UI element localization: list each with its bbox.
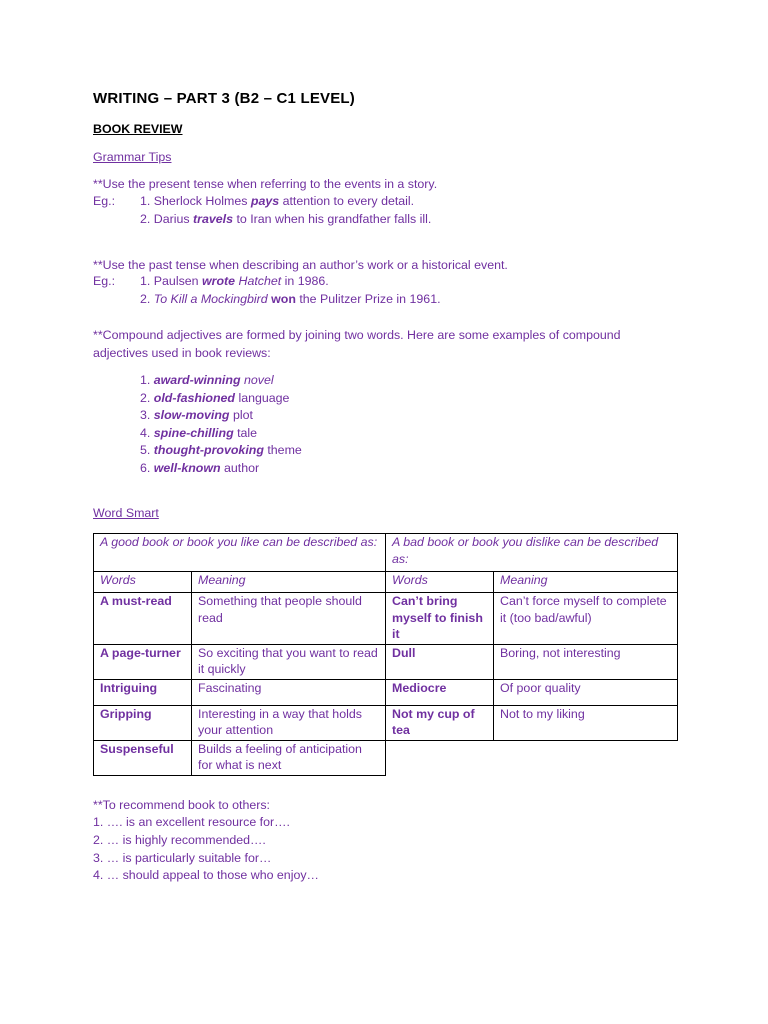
compound-adjective: award-winning: [153, 373, 241, 387]
eg-label: Eg.:: [93, 194, 116, 208]
list-number: 4.: [140, 426, 154, 440]
compound-adjective: slow-moving: [153, 408, 230, 422]
example-text: to Iran when his grandfather falls ill.: [233, 212, 432, 226]
noun: theme: [263, 443, 302, 457]
bad-word-cell: Dull: [386, 644, 494, 679]
compound-list-item: [140, 390, 289, 408]
compound-list-item: [140, 442, 302, 460]
bad-word-cell: Not my cup of tea: [386, 705, 494, 740]
compound-adjective: thought-provoking: [153, 443, 264, 457]
recommend-heading: **To recommend book to others:: [93, 798, 271, 812]
example-text: attention to every detail.: [279, 194, 415, 208]
bad-meaning-cell: Can’t force myself to complete it (too bad/awful): [494, 593, 678, 645]
grammar-tips-heading: Grammar Tips: [93, 150, 172, 164]
example-verb: travels: [193, 212, 233, 226]
list-number: 5.: [140, 443, 154, 457]
list-number: 6.: [140, 461, 154, 475]
list-number: 1.: [140, 373, 154, 387]
example-verb: won: [271, 292, 296, 306]
good-meaning-cell: Something that people should read: [192, 593, 386, 645]
noun: novel: [240, 373, 274, 387]
table-row: [94, 705, 678, 740]
empty-cell: [494, 740, 678, 775]
list-number: 2.: [140, 391, 154, 405]
compound-adjective: old-fashioned: [153, 391, 236, 405]
example-sentence: [140, 193, 414, 211]
column-header-meaning: Meaning: [192, 572, 386, 593]
noun: plot: [229, 408, 253, 422]
tip-compound-adjectives: **Compound adjectives are formed by joining two words. Here are some examples of compound: [93, 328, 621, 342]
example-sentence: [140, 273, 329, 291]
word-smart-heading: Word Smart: [93, 506, 159, 520]
good-word-cell: Suspenseful: [94, 740, 192, 775]
compound-adjective: spine-chilling: [153, 426, 234, 440]
noun: language: [235, 391, 290, 405]
column-header-words: Words: [386, 572, 494, 593]
noun: author: [220, 461, 260, 475]
bad-word-cell: Can’t bring myself to finish it: [386, 593, 494, 645]
noun: tale: [233, 426, 258, 440]
example-sentence: [140, 211, 431, 229]
good-word-cell: Gripping: [94, 705, 192, 740]
table-subheader-row: [94, 572, 678, 593]
example-verb: pays: [250, 194, 280, 208]
bad-word-cell: Mediocre: [386, 679, 494, 705]
column-header-meaning: Meaning: [494, 572, 678, 593]
good-meaning-cell: Interesting in a way that holds your attention: [192, 705, 386, 740]
good-word-cell: Intriguing: [94, 679, 192, 705]
book-title: Hatchet: [238, 274, 282, 288]
example-sentence: [140, 291, 441, 309]
table-row: [94, 740, 678, 775]
book-title: To Kill a Mockingbird: [153, 292, 268, 306]
empty-cell: [386, 740, 494, 775]
table-header-row: [94, 534, 678, 572]
good-meaning-cell: Fascinating: [192, 679, 386, 705]
compound-list-item: [140, 425, 257, 443]
compound-list-item: [140, 407, 253, 425]
tip-past-tense: **Use the past tense when describing an author’s work or a historical event.: [93, 258, 508, 272]
table-row: [94, 644, 678, 679]
example-verb: wrote: [202, 274, 236, 288]
example-text: 2. Darius: [140, 212, 194, 226]
example-text: the Pulitzer Prize in 1961.: [295, 292, 441, 306]
recommend-item: 2. … is highly recommended….: [93, 833, 266, 847]
bad-meaning-cell: Of poor quality: [494, 679, 678, 705]
good-book-header: A good book or book you like can be described as:: [94, 534, 386, 572]
good-word-cell: A page-turner: [94, 644, 192, 679]
table-row: [94, 679, 678, 705]
compound-list-item: [140, 372, 274, 390]
compound-adjective: well-known: [153, 461, 221, 475]
word-smart-table: [93, 533, 678, 776]
good-meaning-cell: So exciting that you want to read it quickly: [192, 644, 386, 679]
page-title: WRITING – PART 3 (B2 – C1 LEVEL): [93, 90, 355, 107]
recommend-item: 1. …. is an excellent resource for….: [93, 815, 290, 829]
recommend-item: 3. … is particularly suitable for…: [93, 851, 272, 865]
column-header-words: Words: [94, 572, 192, 593]
example-text: 2.: [140, 292, 154, 306]
tip-compound-adjectives-cont: adjectives used in book reviews:: [93, 346, 271, 360]
good-word-cell: A must-read: [94, 593, 192, 645]
eg-label: Eg.:: [93, 274, 116, 288]
table-row: [94, 593, 678, 645]
bad-book-header: A bad book or book you dislike can be described as:: [386, 534, 678, 572]
compound-list-item: [140, 460, 259, 478]
bad-meaning-cell: Not to my liking: [494, 705, 678, 740]
list-number: 3.: [140, 408, 154, 422]
example-text: 1. Paulsen: [140, 274, 202, 288]
recommend-item: 4. … should appeal to those who enjoy…: [93, 868, 319, 882]
example-text: 1. Sherlock Holmes: [140, 194, 251, 208]
example-text: in 1986.: [281, 274, 329, 288]
tip-present-tense: **Use the present tense when referring to the events in a story.: [93, 177, 438, 191]
bad-meaning-cell: Boring, not interesting: [494, 644, 678, 679]
section-heading: BOOK REVIEW: [93, 122, 183, 136]
good-meaning-cell: Builds a feeling of anticipation for what is next: [192, 740, 386, 775]
